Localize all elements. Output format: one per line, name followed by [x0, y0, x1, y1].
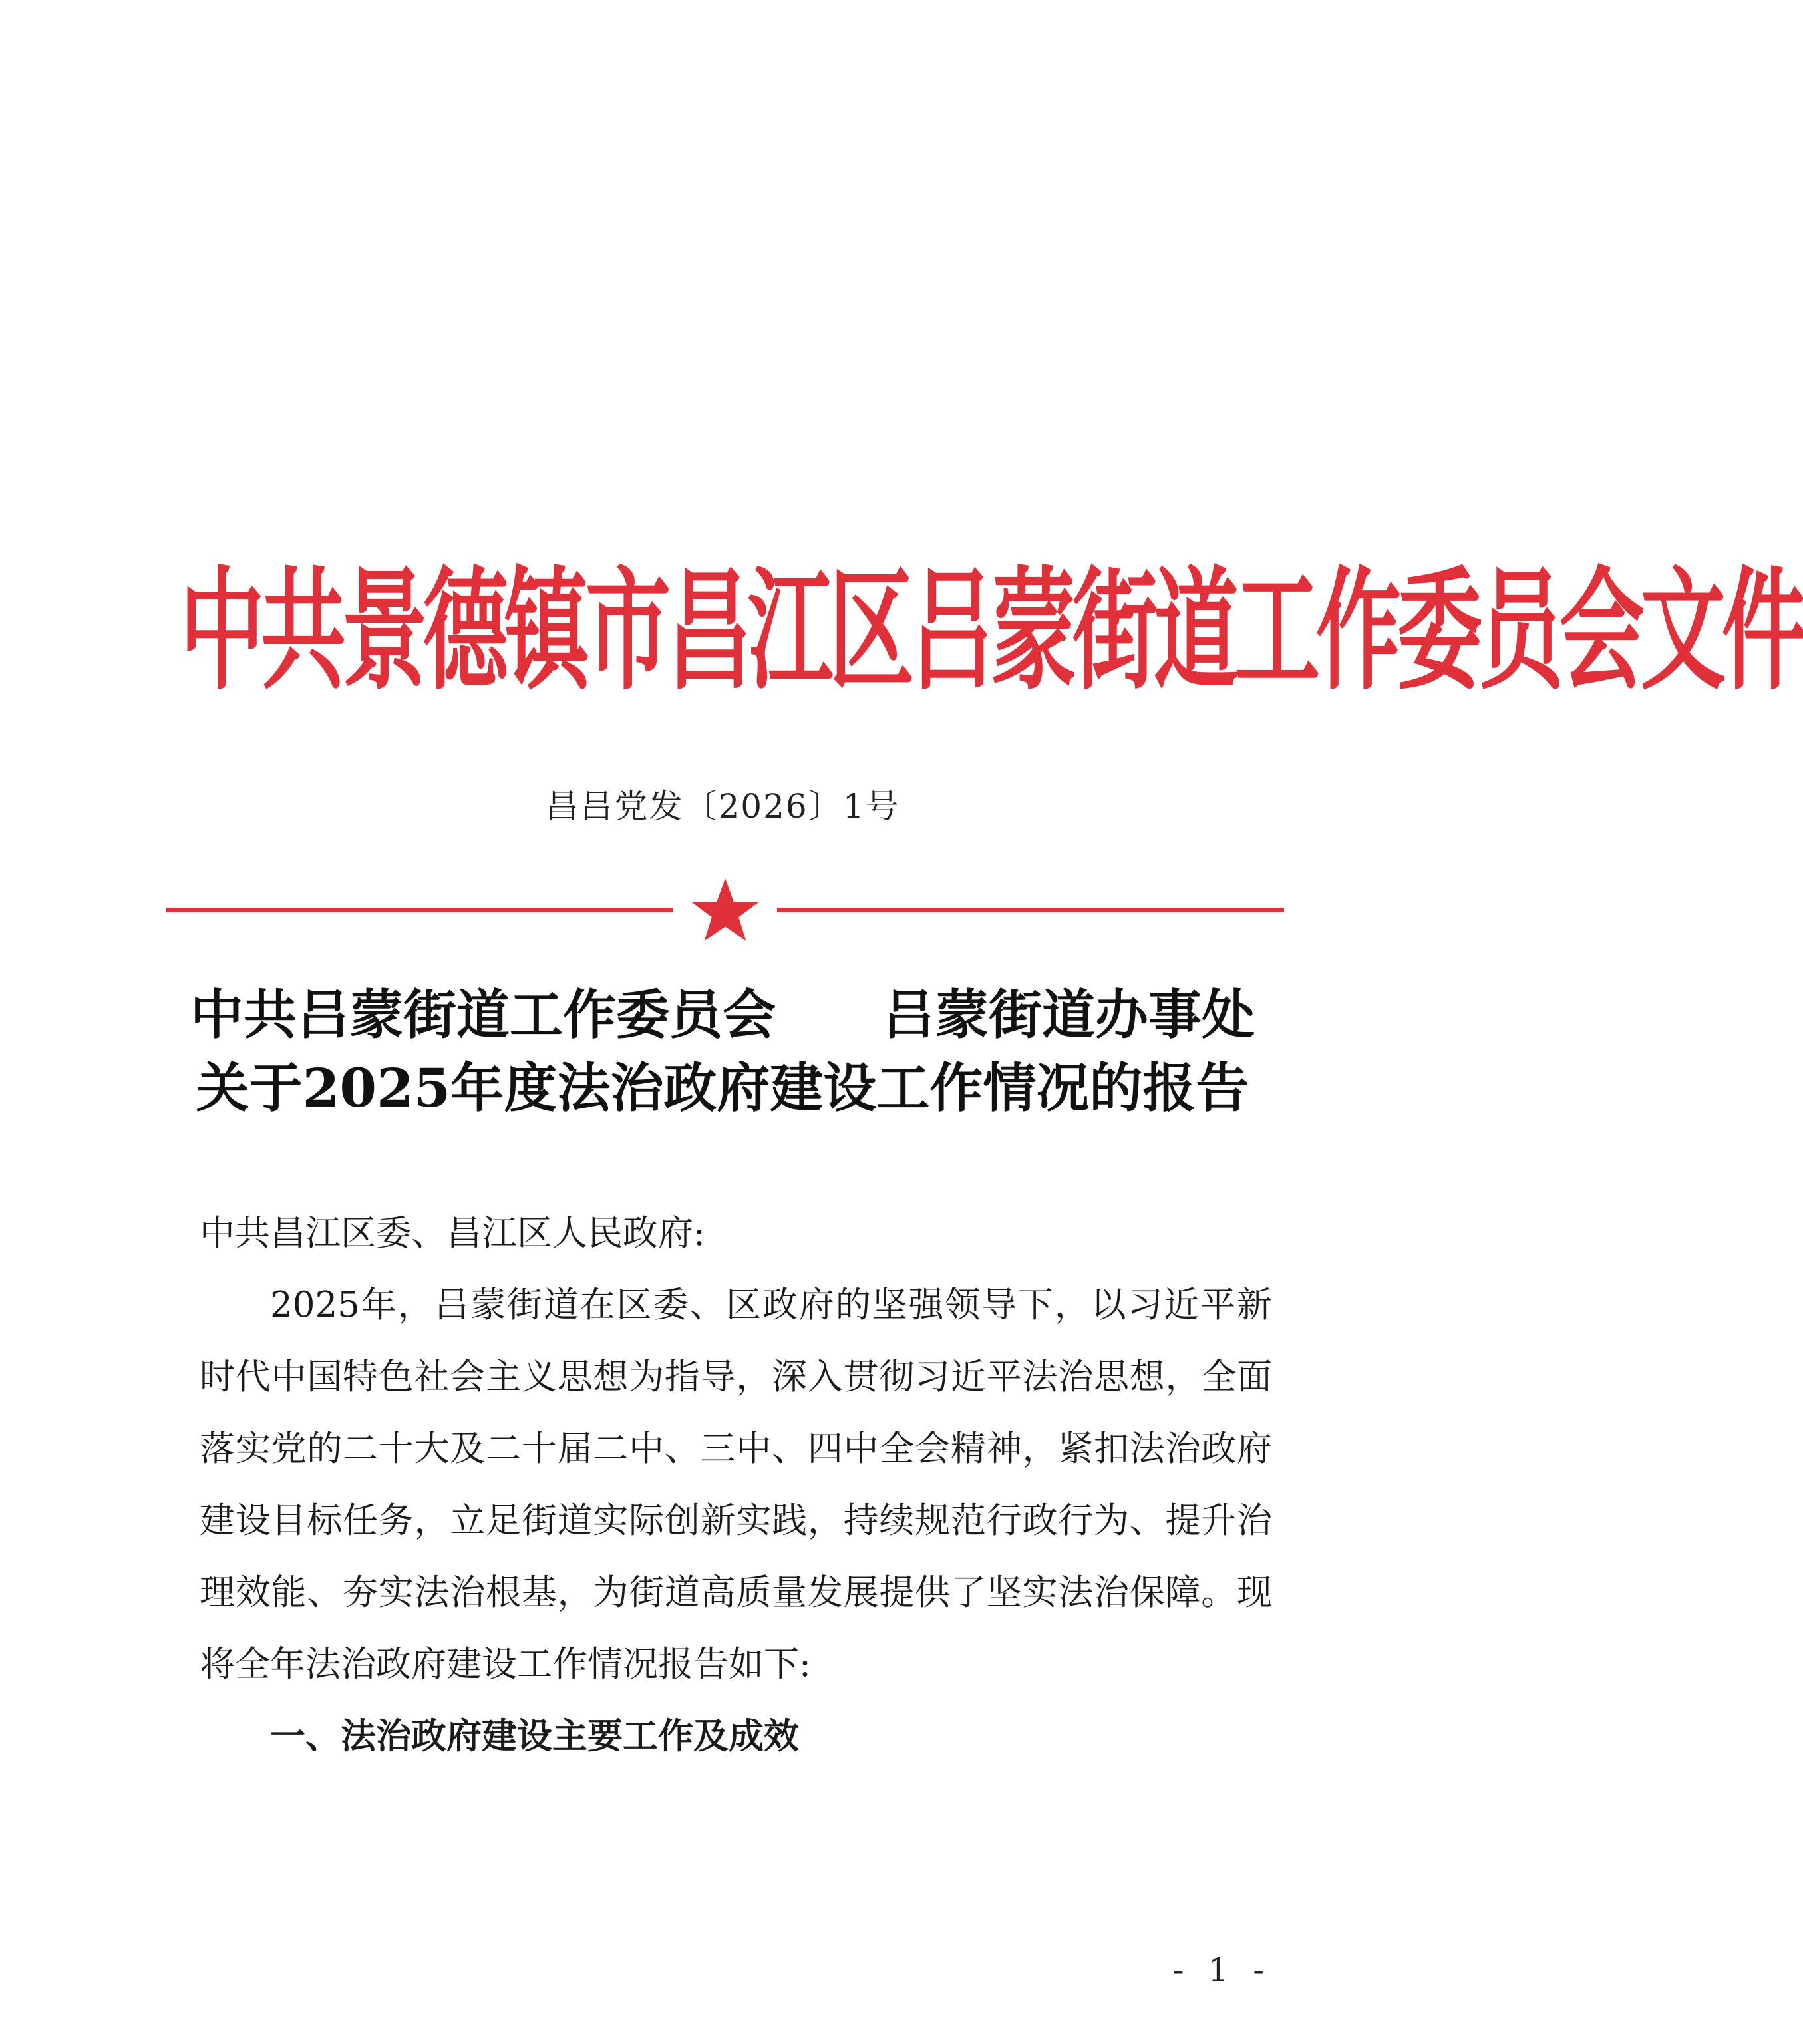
- document-number: 昌吕党发〔2026〕1号: [545, 787, 900, 826]
- red-divider-with-star: [166, 873, 1284, 946]
- intro-paragraph: 2025年，吕蒙街道在区委、区政府的坚强领导下，以习近平新时代中国特色社会主义思想为指导，深入贯彻习近平法治思想，全面落实党的二十大及二十届二中、三中、四中全会精神，紧扣法治政府建设目标任务，立足街道实际创新实践，持续规范行政行为、提升治理效能、夯实法治根基，为街道高质量发展提供了坚实法治保障。现将全年法治政府建设工作情况报告如下:: [200, 1285, 1272, 1685]
- divider-line-right: [777, 908, 1284, 912]
- page-number: - 1 -: [1172, 1951, 1271, 1989]
- section-heading-1: 一、法治政府建设主要工作及成效: [270, 1716, 799, 1757]
- document-body: [200, 1198, 1272, 1773]
- red-header-issuer: 中共景德镇市昌江区吕蒙街道工作委员会文件: [180, 554, 1803, 709]
- title-line-2: 关于2025年度法治政府建设工作情况的报告: [196, 1057, 1249, 1119]
- report-title: [0, 978, 1445, 1124]
- salutation: 中共昌江区委、昌江区人民政府:: [200, 1213, 705, 1254]
- star-icon: [692, 878, 759, 941]
- divider-line-left: [166, 908, 673, 912]
- title-line-1: 中共吕蒙街道工作委员会 吕蒙街道办事处: [190, 983, 1255, 1046]
